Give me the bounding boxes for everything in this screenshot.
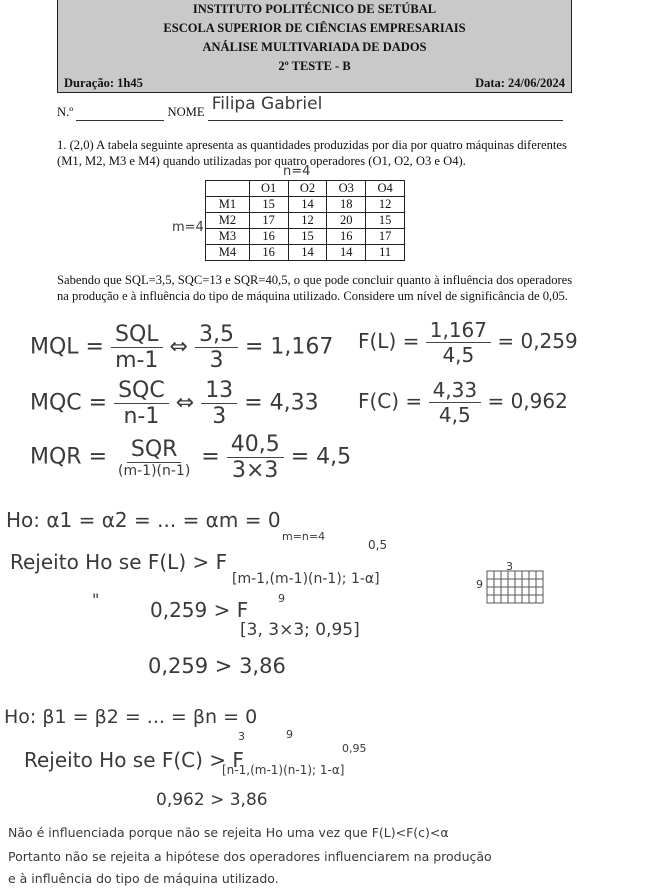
mql-fraction	[111, 322, 163, 373]
mql-fraction-2	[195, 322, 238, 373]
table-row-label: M3	[206, 229, 250, 245]
fl-num: 1,167	[426, 318, 491, 343]
exam-header	[57, 0, 572, 93]
mqr-result: = 4,5	[290, 444, 352, 470]
table-cell: 14	[288, 197, 327, 213]
mqc-den-2: 3	[212, 404, 227, 429]
fc-lhs: F(C) =	[358, 389, 423, 413]
conclusion-line-2: Portanto não se rejeita a hipótese dos operadores influenciarem na produção	[8, 849, 492, 864]
mql-line	[30, 322, 333, 373]
table-cell: 12	[288, 213, 327, 229]
header-institution: INSTITUTO POLITÉCNICO DE SETÚBAL	[192, 2, 437, 16]
header-school: ESCOLA SUPERIOR DE CIÊNCIAS EMPRESARIAIS	[163, 21, 466, 35]
table-row	[206, 229, 405, 245]
mql-den: m-1	[115, 348, 159, 373]
table-cell: 16	[327, 229, 366, 245]
n-note: n=4	[283, 164, 311, 179]
reject-2: Rejeito Ho se F(C) > F	[24, 748, 244, 772]
header-date: Data: 24/06/2024	[475, 76, 565, 90]
step-1: 0,259 > F	[150, 598, 249, 622]
number-label: N.º	[57, 105, 74, 119]
conclusion-line-3: e à influência do tipo de máquina utilizado.	[8, 871, 279, 886]
table-cell: 14	[288, 245, 327, 261]
mql-den-2: 3	[209, 348, 224, 373]
mqr-eq: =	[201, 444, 220, 470]
mqc-fraction	[114, 378, 169, 429]
table-header-cell: O2	[288, 181, 327, 197]
mqc-arrow: ⇔	[175, 390, 195, 416]
mql-num-2: 3,5	[195, 322, 238, 348]
question-line-3: Sabendo que SQL=3,5, SQC=13 e SQR=40,5, o que pode concluir quanto à influência dos operadores	[57, 273, 573, 287]
table-row-label: M2	[206, 213, 250, 229]
reject-2-sub: [n-1,(m-1)(n-1); 1-α]	[222, 763, 345, 777]
mqr-fraction-2	[227, 432, 284, 483]
fl-lhs: F(L) =	[358, 329, 420, 353]
table-header-cell: O4	[366, 181, 405, 197]
alpha-note: 0,5	[368, 538, 388, 552]
h0-alpha: Ho: α1 = α2 = ... = αm = 0	[6, 508, 281, 532]
table-header-row	[206, 181, 405, 197]
grid-top-label: 3	[506, 560, 513, 573]
table-row-label: M1	[206, 197, 250, 213]
mqc-result: = 4,33	[244, 390, 319, 416]
step-1-final: 0,259 > 3,86	[148, 654, 286, 678]
fl-result: = 0,259	[497, 329, 578, 353]
production-table	[205, 180, 405, 261]
name-field	[208, 94, 563, 121]
table-header-cell: O3	[327, 181, 366, 197]
conclusion-line-1: Não é influenciada porque não se rejeita Ho uma vez que F(L)<F(c)<α	[8, 825, 449, 840]
mqc-num: SQC	[114, 378, 169, 404]
table-cell: 15	[288, 229, 327, 245]
fc-result: = 0,962	[487, 389, 568, 413]
reject-2-alpha: 0,95	[342, 742, 367, 755]
mql-num: SQL	[111, 322, 163, 348]
reject-2-nine: 9	[286, 728, 293, 741]
table-cell: 14	[327, 245, 366, 261]
grid-left-label: 9	[476, 578, 483, 591]
mqr-num: SQR	[127, 437, 182, 463]
mql-result: = 1,167	[244, 334, 334, 360]
reject-2-three: 3	[238, 730, 245, 743]
fl-fraction	[426, 318, 491, 367]
table-row	[206, 245, 405, 261]
table-cell: 15	[249, 197, 288, 213]
header-duration: Duração: 1h45	[64, 76, 143, 90]
mql-lhs: MQL =	[30, 334, 104, 360]
id-row	[57, 94, 570, 121]
mqr-fraction	[114, 437, 194, 479]
fc-den: 4,5	[438, 403, 471, 427]
fc-fraction	[429, 378, 482, 427]
fc-num: 4,33	[429, 378, 482, 403]
mqc-lhs: MQC =	[30, 390, 108, 416]
header-course: ANÁLISE MULTIVARIADA DE DADOS	[202, 40, 427, 54]
question-line-2: (M1, M2, M3 e M4) quando utilizadas por quatro operadores (O1, O2, O3 e O4).	[57, 154, 466, 168]
table-cell: 12	[366, 197, 405, 213]
name-label: NOME	[167, 105, 205, 119]
table-row-label: M4	[206, 245, 250, 261]
fc-line	[358, 378, 568, 427]
question-line-4: na produção e à influência do tipo de máquina utilizado. Considere um nível de significância de 0,05.	[57, 289, 568, 303]
table-header-cell	[206, 181, 250, 197]
table-cell: 18	[327, 197, 366, 213]
step-1-nine: 9	[278, 592, 285, 605]
number-field	[76, 104, 164, 121]
step-1-sub: [3, 3×3; 0,95]	[240, 620, 360, 640]
mqc-line	[30, 378, 319, 429]
table-row	[206, 197, 405, 213]
table-cell: 11	[366, 245, 405, 261]
table-cell: 17	[249, 213, 288, 229]
reject-1-sub: [m-1,(m-1)(n-1); 1-α]	[232, 571, 380, 587]
mqc-num-2: 13	[201, 378, 237, 404]
mql-arrow: ⇔	[169, 334, 188, 360]
table-row	[206, 213, 405, 229]
ditto-mark: "	[92, 590, 100, 609]
table-cell: 17	[366, 229, 405, 245]
question-intro	[57, 137, 577, 169]
mqr-line	[30, 432, 351, 483]
fl-den: 4,5	[442, 343, 475, 367]
mqc-den: n-1	[123, 404, 160, 429]
mqr-den: (m-1)(n-1)	[118, 462, 191, 479]
mqr-lhs: MQR =	[30, 444, 108, 470]
fl-line	[358, 318, 578, 367]
table-cell: 16	[249, 245, 288, 261]
table-header-cell: O1	[249, 181, 288, 197]
table-cell: 20	[327, 213, 366, 229]
student-name: Filipa Gabriel	[211, 94, 323, 114]
mqr-num-2: 40,5	[227, 432, 284, 458]
mqr-den-2: 3×3	[232, 458, 279, 483]
question-text	[57, 272, 587, 304]
table-cell: 16	[249, 229, 288, 245]
mn-note: m=n=4	[282, 530, 326, 543]
mqc-fraction-2	[201, 378, 237, 429]
step-2-final: 0,962 > 3,86	[156, 790, 268, 810]
header-test: 2º TESTE - B	[278, 59, 351, 73]
grid-sketch-icon	[486, 570, 546, 606]
m-note: m=4	[172, 220, 204, 235]
reject-1: Rejeito Ho se F(L) > F	[10, 550, 228, 574]
question-line-1: 1. (2,0) A tabela seguinte apresenta as quantidades produzidas por dia por quatro máquinas diferentes	[57, 138, 567, 152]
h0-beta: Ho: β1 = β2 = ... = βn = 0	[4, 706, 258, 728]
table-cell: 15	[366, 213, 405, 229]
